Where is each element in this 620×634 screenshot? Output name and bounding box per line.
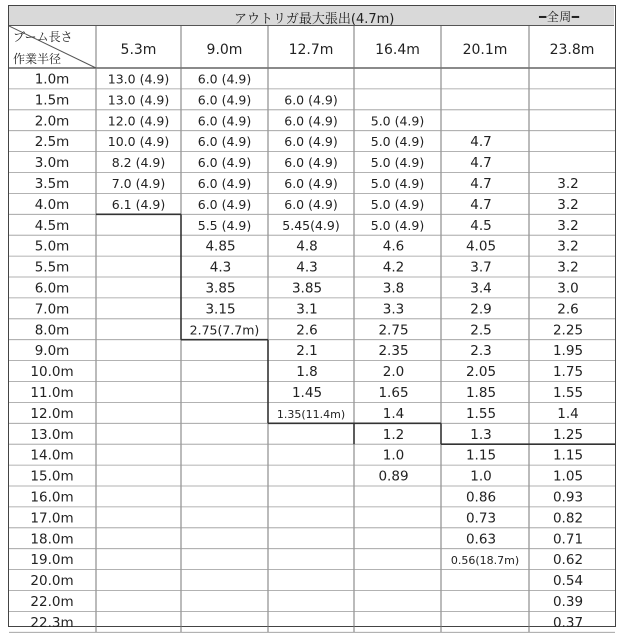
load-value-cell: 1.4 [557, 405, 579, 422]
load-value-cell: 4.6 [382, 238, 405, 255]
load-value-cell: 2.05 [465, 364, 497, 381]
load-value-cell: 5.0 (4.9) [370, 175, 425, 191]
load-value-cell: 6.0 (4.9) [197, 92, 252, 108]
load-value-cell: 1.0 [382, 447, 405, 464]
load-value-cell: 4.7 [470, 155, 492, 172]
boom-length-header: 9.0m [206, 42, 243, 58]
load-value-cell: 6.0 (4.9) [284, 92, 338, 108]
load-chart-grid [9, 26, 615, 634]
working-radius-cell: 16.0m [30, 489, 74, 506]
working-radius-cell: 19.0m [30, 552, 74, 569]
boom-length-header: 20.1m [462, 42, 508, 58]
load-value-cell: 6.0 (4.9) [284, 175, 338, 191]
load-value-cell: 1.55 [552, 384, 584, 401]
load-value-cell: 2.5 [470, 322, 492, 339]
load-value-cell: 6.0 (4.9) [197, 196, 252, 212]
load-value-cell: 6.0 (4.9) [284, 196, 338, 212]
load-value-cell: 1.3 [470, 426, 492, 443]
load-value-cell: 8.2 (4.9) [111, 155, 166, 171]
load-value-cell: 1.95 [552, 343, 584, 360]
load-value-cell: 4.3 [296, 259, 318, 276]
load-value-cell: 10.0 (4.9) [107, 134, 170, 150]
load-value-cell: 0.63 [465, 531, 497, 548]
working-radius-cell: 3.0m [34, 155, 70, 172]
load-value-cell: 0.89 [378, 468, 409, 485]
working-radius-cell: 18.0m [30, 531, 74, 548]
load-value-cell: 3.2 [557, 217, 579, 234]
working-radius-cell: 9.0m [34, 343, 70, 360]
load-value-cell: 6.0 (4.9) [197, 71, 252, 87]
load-value-cell: 4.2 [382, 259, 405, 276]
load-value-cell: 3.7 [470, 259, 492, 276]
load-value-cell: 0.93 [552, 489, 584, 506]
working-radius-cell: 12.0m [30, 405, 74, 422]
working-radius-cell: 4.0m [34, 196, 70, 213]
load-value-cell: 2.25 [552, 322, 584, 339]
load-value-cell: 0.37 [552, 614, 584, 631]
load-value-cell: 2.6 [296, 322, 318, 339]
load-value-cell: 1.75 [552, 364, 584, 381]
boom-length-header: 12.7m [288, 42, 334, 58]
load-value-cell: 3.8 [382, 280, 405, 297]
working-radius-cell: 6.0m [34, 280, 70, 297]
load-value-cell: 2.3 [470, 343, 492, 360]
working-radius-cell: 5.5m [34, 259, 70, 276]
load-value-cell: 6.0 (4.9) [197, 113, 252, 129]
working-radius-cell: 2.0m [34, 113, 70, 130]
load-value-cell: 1.55 [465, 405, 497, 422]
load-value-cell: 5.45(4.9) [282, 217, 340, 233]
load-value-cell: 6.0 (4.9) [197, 155, 252, 171]
load-value-cell: 6.0 (4.9) [284, 134, 338, 150]
load-value-cell: 1.15 [552, 447, 584, 464]
load-value-cell: 2.1 [296, 343, 318, 360]
working-radius-cell: 20.0m [30, 573, 74, 590]
load-value-cell: 3.85 [291, 280, 323, 297]
title-banner [9, 6, 614, 26]
working-radius-cell: 4.5m [34, 217, 70, 234]
load-value-cell: 2.6 [557, 301, 579, 318]
working-radius-cell: 8.0m [34, 322, 70, 339]
load-value-cell: 1.65 [378, 384, 409, 401]
boom-length-header: 23.8m [549, 42, 595, 58]
load-value-cell: 0.62 [552, 552, 584, 569]
load-value-cell: 5.5 (4.9) [197, 217, 252, 233]
load-value-cell: 2.9 [470, 301, 492, 318]
load-value-cell: 4.8 [296, 238, 318, 255]
load-value-cell: 2.75(7.7m) [189, 322, 260, 338]
load-value-cell: 1.8 [296, 364, 318, 381]
load-value-cell: 1.4 [382, 405, 405, 422]
load-value-cell: 1.25 [552, 426, 584, 443]
load-value-cell: 5.0 (4.9) [370, 134, 425, 150]
load-value-cell: 0.54 [552, 573, 584, 590]
load-value-cell: 2.75 [378, 322, 409, 339]
load-value-cell: 5.0 (4.9) [370, 113, 425, 129]
load-value-cell: 4.5 [470, 217, 492, 234]
load-value-cell: 1.2 [382, 426, 405, 443]
load-value-cell: 12.0 (4.9) [107, 113, 170, 129]
load-value-cell: 3.4 [470, 280, 492, 297]
working-radius-cell: 7.0m [34, 301, 70, 318]
load-value-cell: 3.2 [557, 175, 579, 192]
working-radius-cell: 2.5m [34, 134, 70, 151]
load-value-cell: 3.2 [557, 238, 579, 255]
working-radius-cell: 10.0m [30, 364, 74, 381]
load-value-cell: 0.73 [465, 510, 497, 527]
load-value-cell: 5.0 (4.9) [370, 217, 425, 233]
load-value-cell: 0.86 [465, 489, 497, 506]
load-value-cell: 2.0 [382, 364, 405, 381]
load-value-cell: 4.3 [209, 259, 232, 276]
load-value-cell: 3.3 [382, 301, 405, 318]
load-value-cell: 0.71 [552, 531, 584, 548]
load-value-cell: 13.0 (4.9) [107, 71, 170, 87]
load-value-cell: 1.45 [291, 384, 323, 401]
working-radius-cell: 1.5m [34, 92, 70, 109]
load-value-cell: 4.05 [465, 238, 497, 255]
load-value-cell: 6.0 (4.9) [284, 113, 338, 129]
load-value-cell: 3.85 [205, 280, 236, 297]
load-value-cell: 7.0 (4.9) [111, 175, 166, 191]
load-value-cell: 6.0 (4.9) [197, 175, 252, 191]
load-value-cell: 2.35 [378, 343, 409, 360]
load-value-cell: 13.0 (4.9) [107, 92, 170, 108]
load-value-cell: 6.0 (4.9) [197, 134, 252, 150]
working-radius-cell: 1.0m [34, 71, 70, 88]
working-radius-cell: 13.0m [30, 426, 74, 443]
load-value-cell: 1.85 [465, 384, 497, 401]
load-value-cell: 4.7 [470, 196, 492, 213]
load-value-cell: 0.56(18.7m) [450, 554, 520, 568]
working-radius-cell: 22.0m [30, 593, 74, 610]
load-value-cell: 3.15 [205, 301, 236, 318]
load-value-cell: 6.0 (4.9) [284, 155, 338, 171]
load-value-cell: 1.05 [552, 468, 584, 485]
load-value-cell: 5.0 (4.9) [370, 196, 425, 212]
working-radius-cell: 17.0m [30, 510, 74, 527]
load-value-cell: 0.82 [552, 510, 584, 527]
load-value-cell: 5.0 (4.9) [370, 155, 425, 171]
boom-length-header: 16.4m [375, 42, 420, 58]
table-title: アウトリガ最大張出(4.7m) [234, 12, 395, 27]
working-radius-cell: 3.5m [34, 175, 70, 192]
load-value-cell: 1.0 [470, 468, 492, 485]
coverage-label: ━全周━ [539, 10, 580, 24]
load-value-cell: 3.2 [557, 259, 579, 276]
load-value-cell: 1.35(11.4m) [276, 407, 346, 421]
load-value-cell: 3.0 [557, 280, 579, 297]
load-value-cell: 0.39 [552, 593, 584, 610]
load-value-cell: 3.2 [557, 196, 579, 213]
load-chart-table [8, 5, 616, 631]
working-radius-cell: 5.0m [34, 238, 70, 255]
working-radius-cell: 22.3m [30, 614, 74, 631]
working-radius-cell: 15.0m [30, 468, 74, 485]
corner-label-boom-length: ブーム長さ [13, 30, 73, 44]
corner-label-working-radius: 作業半径 [13, 52, 62, 66]
load-value-cell: 1.15 [465, 447, 497, 464]
load-value-cell: 4.7 [470, 175, 492, 192]
load-value-cell: 3.1 [296, 301, 318, 318]
load-value-cell: 4.7 [470, 134, 492, 151]
working-radius-cell: 11.0m [30, 384, 74, 401]
load-value-cell: 6.1 (4.9) [111, 196, 166, 212]
working-radius-cell: 14.0m [30, 447, 74, 464]
boom-length-header: 5.3m [120, 42, 157, 58]
load-value-cell: 4.85 [205, 238, 236, 255]
